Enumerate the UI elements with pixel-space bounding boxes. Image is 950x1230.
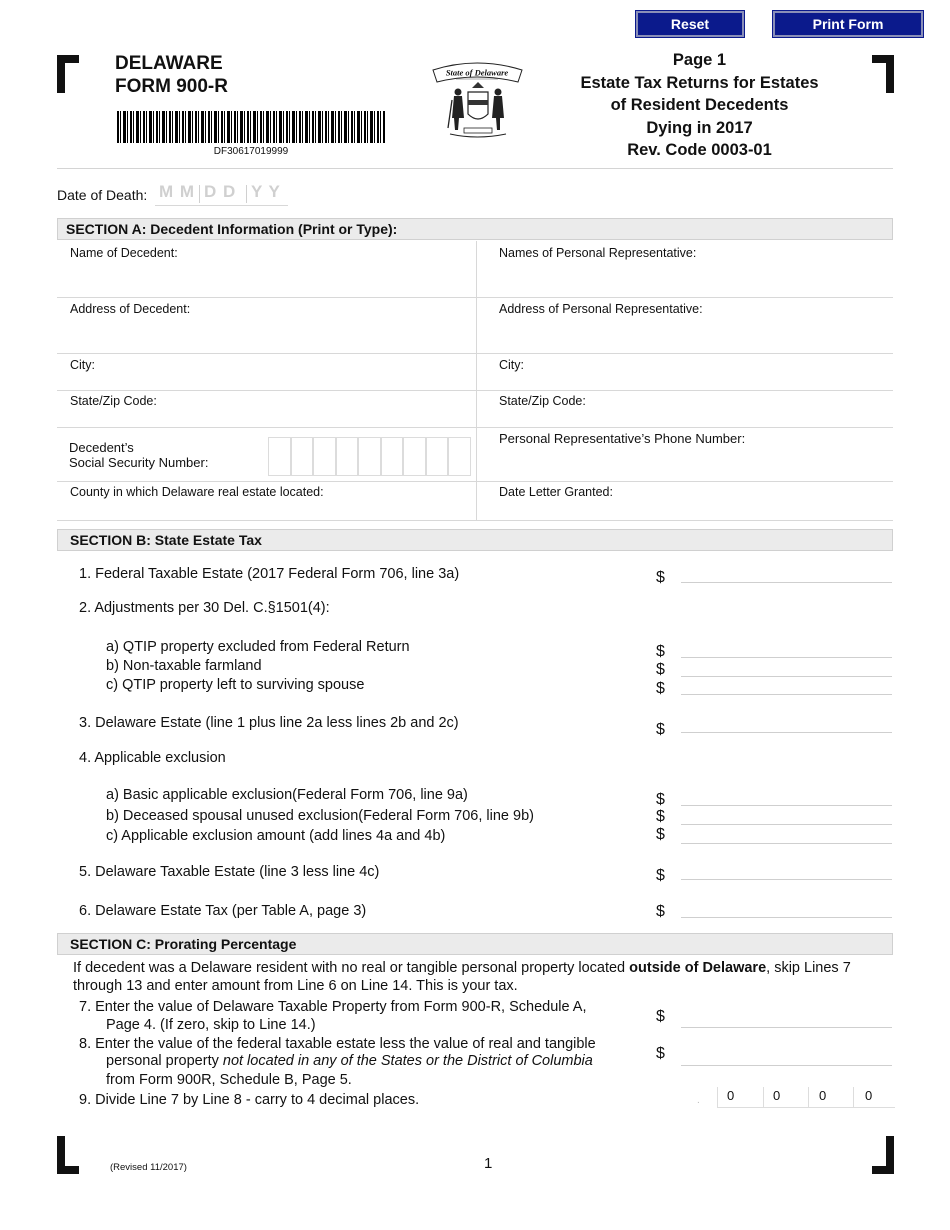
ssn-label-line1: Decedent’s bbox=[69, 440, 134, 455]
decedent-name-field[interactable]: Name of Decedent: bbox=[70, 246, 178, 260]
county-field[interactable]: County in which Delaware real estate located: bbox=[70, 485, 324, 499]
line-1-amount-field[interactable] bbox=[681, 582, 892, 583]
dollar-sign: $ bbox=[656, 1008, 665, 1025]
reset-button[interactable]: Reset bbox=[636, 11, 744, 37]
date-dd-placeholder: D D bbox=[204, 182, 237, 201]
seal-text: State of Delaware bbox=[445, 67, 509, 78]
representative-phone-field[interactable]: Personal Representative’s Phone Number: bbox=[499, 431, 746, 446]
intro-text: If decedent was a Delaware resident with no real or tangible personal property located bbox=[73, 960, 630, 976]
dollar-sign: $ bbox=[656, 643, 665, 660]
dollar-sign: $ bbox=[656, 680, 665, 697]
line-4-label: 4. Applicable exclusion bbox=[79, 750, 226, 766]
representative-city-field[interactable]: City: bbox=[499, 358, 524, 372]
representative-name-field[interactable]: Names of Personal Representative: bbox=[499, 246, 697, 260]
percentage-digit: 0 bbox=[865, 1088, 873, 1103]
title-line-4: Dying in 2017 bbox=[646, 118, 753, 137]
corner-mark-bottom-right bbox=[872, 1136, 894, 1174]
dollar-sign: $ bbox=[656, 791, 665, 808]
ssn-digit-box[interactable] bbox=[381, 437, 404, 476]
date-of-death-field[interactable] bbox=[155, 182, 288, 206]
line-6-amount-field[interactable] bbox=[681, 917, 892, 918]
date-letter-granted-field[interactable]: Date Letter Granted: bbox=[499, 485, 613, 499]
line-8-label-cont bbox=[106, 1052, 593, 1071]
line-9-label: 9. Divide Line 7 by Line 8 - carry to 4 decimal places. bbox=[79, 1092, 420, 1108]
line-3-amount-field[interactable] bbox=[681, 732, 892, 733]
line-4a-label: a) Basic applicable exclusion(Federal Form 706, line 9a) bbox=[106, 787, 468, 803]
row-divider bbox=[57, 390, 893, 391]
line-2a-label: a) QTIP property excluded from Federal Return bbox=[106, 639, 410, 655]
percentage-digit: 0 bbox=[727, 1088, 735, 1103]
line-3-label: 3. Delaware Estate (line 1 plus line 2a less lines 2b and 2c) bbox=[79, 715, 459, 731]
line-4a-amount-field[interactable] bbox=[681, 805, 892, 806]
dollar-sign: $ bbox=[656, 903, 665, 920]
digit-separator bbox=[763, 1087, 764, 1107]
line-2b-label: b) Non-taxable farmland bbox=[106, 658, 262, 674]
date-yy-placeholder: Y Y bbox=[251, 182, 281, 201]
percentage-digit: 0 bbox=[819, 1088, 827, 1103]
title-line-2: Estate Tax Returns for Estates bbox=[580, 73, 819, 92]
ssn-digit-box[interactable] bbox=[448, 437, 471, 476]
line-2-label: 2. Adjustments per 30 Del. C.§1501(4): bbox=[79, 600, 330, 616]
form-name-line1: DELAWARE bbox=[115, 53, 223, 74]
decedent-state-zip-field[interactable]: State/Zip Code: bbox=[70, 394, 157, 408]
intro-emphasis: outside of Delaware bbox=[629, 960, 767, 976]
dollar-sign: $ bbox=[656, 721, 665, 738]
dollar-sign: $ bbox=[656, 569, 665, 586]
percentage-underline bbox=[717, 1107, 895, 1108]
ssn-digit-box[interactable] bbox=[426, 437, 449, 476]
barcode-number: DF30617019999 bbox=[213, 146, 289, 157]
section-a-divider bbox=[476, 241, 477, 520]
section-b-header: SECTION B: State Estate Tax bbox=[57, 529, 893, 551]
row-divider bbox=[57, 520, 893, 521]
rev-code: Rev. Code 0003-01 bbox=[627, 141, 772, 159]
line-4b-label: b) Deceased spousal unused exclusion(Federal Form 706, line 9b) bbox=[106, 808, 534, 824]
date-separator bbox=[246, 185, 247, 203]
line-1-label: 1. Federal Taxable Estate (2017 Federal Form 706, line 3a) bbox=[79, 566, 460, 582]
dollar-sign: $ bbox=[656, 1045, 665, 1062]
line-2b-amount-field[interactable] bbox=[681, 676, 892, 677]
intro-text-end: , skip Lines 7 bbox=[766, 960, 851, 976]
section-c-header: SECTION C: Prorating Percentage bbox=[57, 933, 893, 955]
date-of-death-label: Date of Death: bbox=[57, 187, 148, 203]
section-a-header: SECTION A: Decedent Information (Print or Type): bbox=[57, 218, 893, 240]
decedent-address-field[interactable]: Address of Decedent: bbox=[70, 302, 191, 316]
dollar-sign: $ bbox=[656, 808, 665, 825]
corner-mark-top-right bbox=[872, 55, 894, 93]
form-title-block bbox=[552, 49, 847, 162]
line-2a-amount-field[interactable] bbox=[681, 657, 892, 658]
corner-mark-top-left bbox=[57, 55, 79, 93]
decedent-city-field[interactable]: City: bbox=[70, 358, 95, 372]
ssn-digit-box[interactable] bbox=[268, 437, 291, 476]
header-divider bbox=[57, 168, 893, 169]
line-9-percentage-field[interactable] bbox=[695, 1087, 895, 1109]
row-divider bbox=[57, 353, 893, 354]
line-2c-amount-field[interactable] bbox=[681, 694, 892, 695]
form-name-line2: FORM 900-R bbox=[115, 76, 228, 97]
percentage-digit: 0 bbox=[773, 1088, 781, 1103]
line-7-label: 7. Enter the value of Delaware Taxable Property from Form 900-R, Schedule A, bbox=[79, 999, 587, 1015]
dollar-sign: $ bbox=[656, 826, 665, 843]
line-5-label: 5. Delaware Taxable Estate (line 3 less line 4c) bbox=[79, 864, 380, 880]
line-8-amount-field[interactable] bbox=[681, 1065, 892, 1066]
ssn-digit-box[interactable] bbox=[313, 437, 336, 476]
line-7-amount-field[interactable] bbox=[681, 1027, 892, 1028]
ssn-label-line2: Social Security Number: bbox=[69, 455, 209, 470]
line-4c-label: c) Applicable exclusion amount (add lines 4a and 4b) bbox=[106, 828, 446, 844]
row-divider bbox=[57, 481, 893, 482]
section-c-intro-line2: through 13 and enter amount from Line 6 on Line 14. This is your tax. bbox=[73, 978, 518, 994]
corner-mark-bottom-left bbox=[57, 1136, 79, 1174]
representative-state-zip-field[interactable]: State/Zip Code: bbox=[499, 394, 586, 408]
delaware-seal bbox=[430, 58, 525, 140]
title-line-3: of Resident Decedents bbox=[610, 96, 789, 114]
ssn-digit-box[interactable] bbox=[403, 437, 426, 476]
line-7-label-cont: Page 4. (If zero, skip to Line 14.) bbox=[106, 1017, 316, 1033]
page-title: Page 1 bbox=[672, 51, 727, 69]
decimal-point: . bbox=[697, 1095, 700, 1106]
line-4c-amount-field[interactable] bbox=[681, 843, 892, 844]
representative-address-field[interactable]: Address of Personal Representative: bbox=[499, 302, 703, 316]
digit-separator bbox=[808, 1087, 809, 1107]
line-5-amount-field[interactable] bbox=[681, 879, 892, 880]
line-6-label: 6. Delaware Estate Tax (per Table A, page 3) bbox=[79, 903, 367, 919]
line-8-label: 8. Enter the value of the federal taxable estate less the value of real and tangible bbox=[79, 1036, 596, 1052]
print-form-button[interactable]: Print Form bbox=[773, 11, 923, 37]
row-divider bbox=[57, 427, 893, 428]
line-8-label-cont2: from Form 900R, Schedule B, Page 5. bbox=[106, 1072, 352, 1088]
ssn-digit-box[interactable] bbox=[291, 437, 314, 476]
date-mm-placeholder: M M bbox=[159, 182, 196, 201]
line-2c-label: c) QTIP property left to surviving spouse bbox=[106, 677, 365, 693]
ssn-digit-box[interactable] bbox=[358, 437, 381, 476]
dollar-sign: $ bbox=[656, 661, 665, 678]
revision-note: (Revised 11/2017) bbox=[110, 1162, 187, 1173]
line-4b-amount-field[interactable] bbox=[681, 824, 892, 825]
date-underline bbox=[155, 205, 288, 206]
form-name bbox=[115, 52, 228, 98]
row-divider bbox=[57, 297, 893, 298]
barcode bbox=[117, 111, 385, 143]
date-separator bbox=[199, 185, 200, 203]
digit-separator bbox=[853, 1087, 854, 1107]
line-8-italic-text: not located in any of the States or the District of Columbia bbox=[222, 1053, 593, 1069]
page-number: 1 bbox=[484, 1155, 493, 1172]
digit-separator bbox=[717, 1087, 718, 1107]
ssn-digit-box[interactable] bbox=[336, 437, 359, 476]
dollar-sign: $ bbox=[656, 867, 665, 884]
section-c-intro bbox=[73, 959, 851, 978]
line-8-text: personal property bbox=[106, 1053, 223, 1069]
